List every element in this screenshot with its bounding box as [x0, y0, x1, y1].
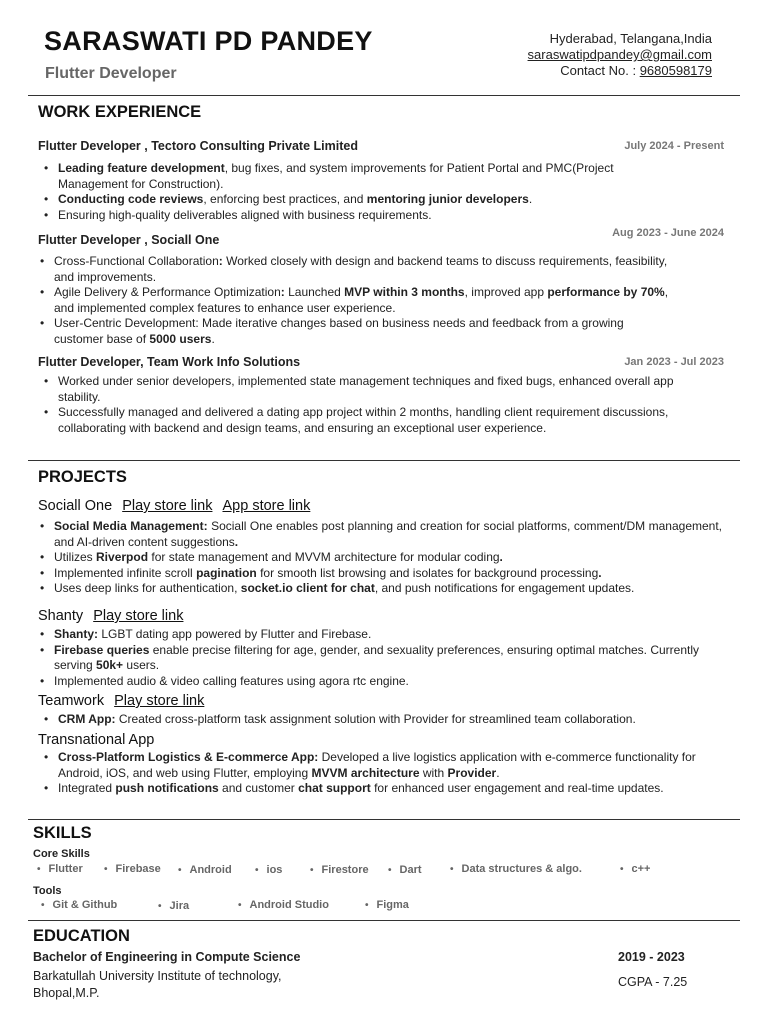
- work-experience-heading: WORK EXPERIENCE: [38, 103, 202, 121]
- phone-link[interactable]: 9680598179: [639, 63, 712, 78]
- project-bullet: • CRM App: Created cross-platform task assignment solution with Provider for streamlined team collaboration.: [38, 712, 728, 728]
- project-name: Sociall One: [38, 498, 113, 514]
- job-bullet: • Conducting code reviews, enforcing best practices, and mentoring junior developers.: [38, 192, 678, 208]
- tool-chip: • Figma: [365, 899, 409, 911]
- project-bullet: • Uses deep links for authentication, socket.io client for chat, and push notifications for engagement updates.: [34, 581, 722, 597]
- job-dates: Aug 2023 - June 2024: [612, 227, 724, 239]
- job-bullets: [38, 374, 678, 436]
- job-title: Flutter Developer , Sociall One: [38, 233, 220, 247]
- tools-label: Tools: [33, 885, 62, 897]
- project-bullet: • Cross-Platform Logistics & E-commerce App: Developed a live logistics application with e-commerce functionality for Android, iOS, and web using Flutter, employing MVVM architecture with Provider.: [38, 750, 733, 781]
- degree-title: Bachelor of Engineering in Compute Science: [33, 950, 301, 964]
- project-bullets: [38, 712, 728, 728]
- skill-chip: • Android: [178, 864, 232, 876]
- location-text: Hyderabad, Telangana,India: [549, 31, 712, 46]
- education-years: 2019 - 2023: [618, 950, 685, 964]
- play-store-link[interactable]: Play store link: [114, 693, 205, 709]
- project-bullet: • Integrated push notifications and customer chat support for enhanced user engagement and real-time updates.: [38, 781, 733, 797]
- project-bullet: • Social Media Management: Sociall One enables post planning and creation for social platforms, comment/DM management, and AI-driven content suggestions.: [34, 519, 722, 550]
- skill-chip: • ios: [255, 864, 283, 876]
- skills-heading: SKILLS: [33, 824, 92, 842]
- contact-label: Contact No. :: [560, 63, 640, 78]
- education-cgpa: CGPA - 7.25: [618, 975, 688, 989]
- job-bullet: • Ensuring high-quality deliverables aligned with business requirements.: [38, 208, 678, 224]
- contact-block: [528, 31, 712, 79]
- job-bullet: • Cross-Functional Collaboration: Worked closely with design and backend teams to discuss requirements, feasibility, and improvements.: [34, 254, 674, 285]
- job-bullets: [34, 254, 674, 347]
- project-name: Transnational App: [38, 732, 155, 748]
- tool-chip: • Jira: [158, 900, 190, 912]
- app-store-link[interactable]: App store link: [222, 498, 311, 514]
- project-bullet: • Implemented infinite scroll pagination for smooth list browsing and isolates for background processing.: [34, 566, 722, 582]
- job-dates: July 2024 - Present: [624, 140, 724, 152]
- skill-chip: • Flutter: [37, 863, 83, 875]
- project-title: [38, 693, 204, 709]
- project-name: Teamwork: [38, 693, 105, 709]
- job-bullets: [38, 161, 678, 223]
- skill-chip: • c++: [620, 863, 651, 875]
- candidate-name: SARASWATI PD PANDEY: [44, 26, 373, 56]
- project-title: [38, 498, 310, 514]
- project-bullet: • Implemented audio & video calling features using agora rtc engine.: [34, 674, 714, 690]
- project-bullets: [34, 627, 714, 689]
- project-title: [38, 732, 154, 748]
- job-bullet: • Agile Delivery & Performance Optimization: Launched MVP within 3 months, improved app performance by 70%, and implemented complex features to enhance user experience.: [34, 285, 674, 316]
- job-bullet: • Successfully managed and delivered a dating app project within 2 months, handling client requirement discussions, collaborating with backend and design teams, and ensuring an exceptional user experience.: [38, 405, 678, 436]
- skill-chip: • Dart: [388, 864, 422, 876]
- project-bullet: • Firebase queries enable precise filtering for age, gender, and sexuality preferences, ensuring optimal matches. Currently serving 50k+ users.: [34, 643, 714, 674]
- candidate-role: Flutter Developer: [45, 65, 177, 82]
- project-bullet: • Shanty: LGBT dating app powered by Flutter and Firebase.: [34, 627, 714, 643]
- project-bullet: • Utilizes Riverpod for state management and MVVM architecture for modular coding.: [34, 550, 722, 566]
- section-divider: [28, 920, 740, 921]
- play-store-link[interactable]: Play store link: [93, 608, 184, 624]
- project-title: [38, 608, 183, 624]
- core-skills-label: Core Skills: [33, 848, 90, 860]
- tool-chip: • Git & Github: [41, 899, 118, 911]
- project-name: Shanty: [38, 608, 84, 624]
- skill-chip: • Firebase: [104, 863, 161, 875]
- projects-heading: PROJECTS: [38, 468, 127, 486]
- play-store-link[interactable]: Play store link: [122, 498, 213, 514]
- skill-chip: • Firestore: [310, 864, 369, 876]
- job-title: Flutter Developer , Tectoro Consulting Private Limited: [38, 139, 358, 153]
- job-bullet: • Leading feature development, bug fixes, and system improvements for Patient Portal and PMC(Project Management for Construction).: [38, 161, 678, 192]
- job-bullet: • User-Centric Development: Made iterative changes based on business needs and feedback from a growing customer base of 5000 users.: [34, 316, 674, 347]
- section-divider: [28, 819, 740, 820]
- university-name: Barkatullah University Institute of technology, Bhopal,M.P.: [33, 969, 282, 1000]
- skill-chip: • Data structures & algo.: [450, 863, 582, 875]
- header-divider: [28, 95, 740, 96]
- education-heading: EDUCATION: [33, 927, 130, 945]
- phone-line: [528, 63, 712, 79]
- tool-chip: • Android Studio: [238, 899, 329, 911]
- job-title: Flutter Developer, Team Work Info Solutions: [38, 355, 301, 369]
- job-dates: Jan 2023 - Jul 2023: [624, 356, 724, 368]
- project-bullets: [38, 750, 733, 797]
- project-bullets: [34, 519, 722, 597]
- section-divider: [28, 460, 740, 461]
- job-bullet: • Worked under senior developers, implemented state management techniques and fixed bugs, enhanced overall app stability.: [38, 374, 678, 405]
- email-link[interactable]: saraswatipdpandey@gmail.com: [527, 47, 712, 62]
